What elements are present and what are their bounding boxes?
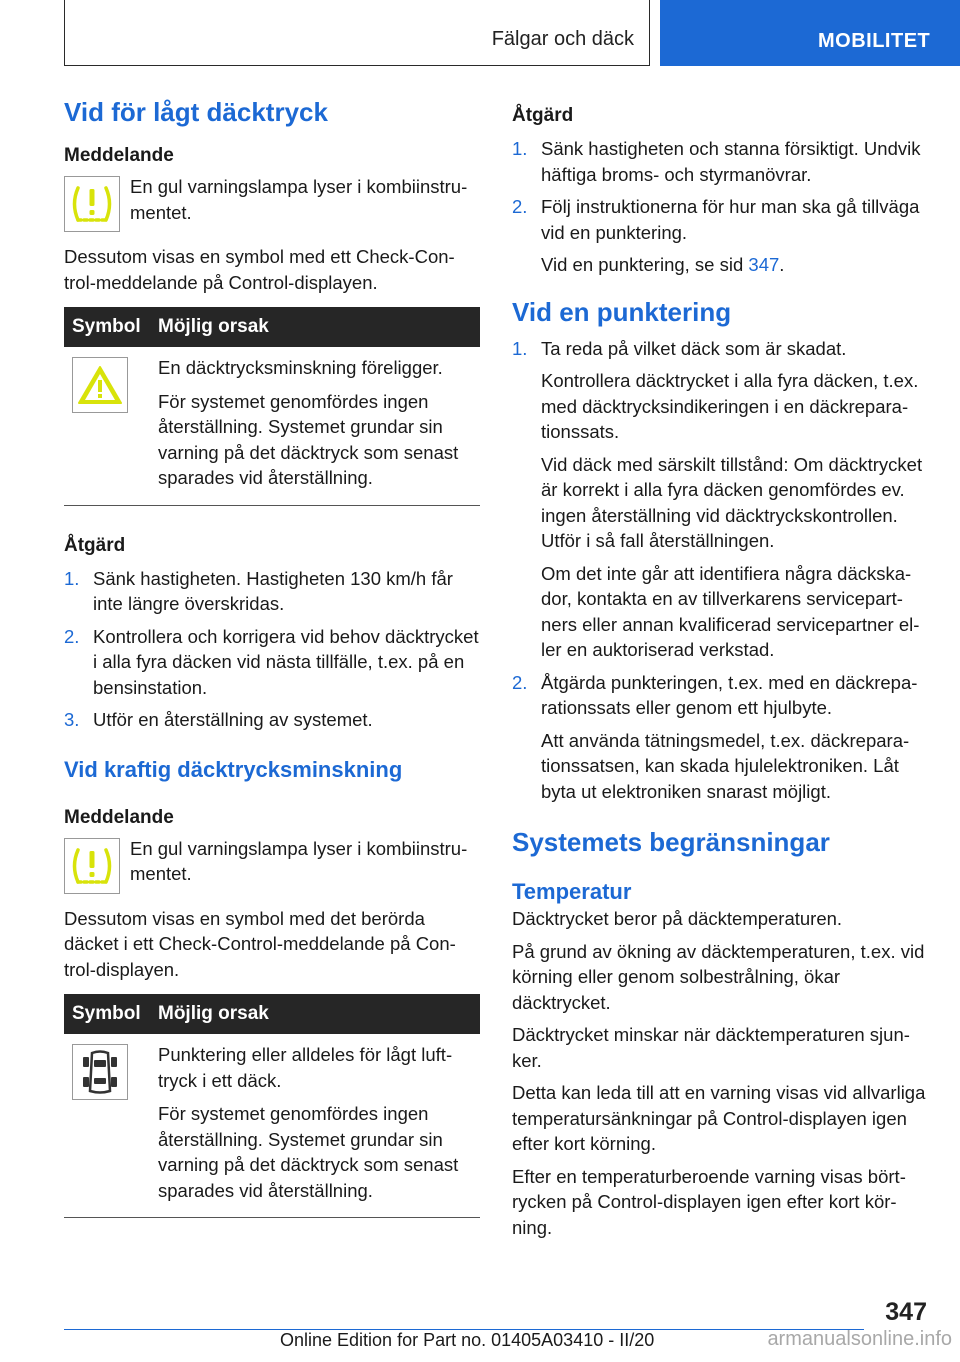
low-message-text: En gul varningslampa lyser i kombiinstrumentet. [130,176,468,223]
step-number: 2. [512,196,528,217]
list-item [64,707,480,733]
tire-pressure-warning-icon [64,176,120,232]
warning-triangle-icon [72,357,128,413]
reference-text: Vid en punktering, se sid [541,254,749,275]
action-label: Åtgärd [512,105,574,126]
footer-edition: Online Edition for Part no. 01405A03410 - II/20 [280,1330,655,1350]
header-chapter-tab: MOBILITET [660,0,960,66]
low-pressure-title: Vid för lågt däcktryck [64,97,328,127]
low-message-extra: Dessutom visas en symbol med ett Check-Control-meddelande på Control-displayen. [64,246,455,293]
body-paragraph: På grund av ökning av däcktemperaturen, t.ex. vid körning eller genom solbestrålning, ökar däcktrycket. [512,940,925,1013]
list-item [64,566,480,617]
list-item [512,136,928,187]
car-tire-position-icon [72,1044,128,1100]
step-text: Vid däck med särskilt tillstånd: Om däcktrycket är korrekt i alla fyra däcken genomfördes ev. ingen återställning vid däcktryckskontrollen. Utför i så fall återställningen. [541,453,923,551]
table-header-cause: Möjlig orsak [150,307,480,347]
left-column [64,96,480,1218]
low-message-row [64,174,480,232]
puncture-title: Vid en punktering [512,296,732,327]
page-header [0,0,960,66]
body-paragraph: Däcktrycket beror på däcktemperaturen. [512,908,843,929]
temperature-body [512,906,928,1240]
page-reference-link[interactable]: 347 [748,254,780,275]
step-number: 2. [512,671,528,693]
table-header-symbol: Symbol [64,307,150,347]
heavy-message-extra: Dessutom visas en symbol med det berörda däcket i ett Check-Control-meddelande på Control-displayen. [64,907,456,980]
table-header-symbol: Symbol [64,994,150,1034]
step-number: 1. [512,138,528,159]
step-text: Ta reda på vilket däck som är skadat. [541,337,847,359]
step-number: 3. [64,709,80,730]
cause-text: För systemet genomfördes ingen återställning. Systemet grundar sin varning på det däcktryck som senast sparades vid återställning. [158,390,459,488]
table-header-cause: Möjlig orsak [150,994,480,1034]
step-number: 1. [64,567,80,589]
body-paragraph: Detta kan leda till att en varning visas vid allvarliga temperatursänkningar på Control-displayen igen efter kort körning. [512,1082,926,1154]
step-text: Åtgärda punkteringen, t.ex. med en däckreparationssats eller genom ett hjulbyte. [541,671,918,718]
step-text: Utför en återställning av systemet. [93,709,373,730]
heavy-loss-title: Vid kraftig däcktrycksminskning [64,756,403,782]
step-text: Följ instruktionerna för hur man ska gå tillväga vid en punktering. [541,196,920,243]
heavy-message-text: En gul varningslampa lyser i kombiinstrumentet. [130,837,468,884]
step-text: Sänk hastigheten. Hastigheten 130 km/h får inte längre överskridas. [93,567,453,614]
list-item [512,670,928,805]
list-item [512,194,928,278]
list-item [512,336,928,663]
puncture-list [512,336,928,805]
step-text: Om det inte går att identifiera några däckskador, kontakta en av tillverkarens servicepartners eller annan kvalificerad servicepartner eller en auktoriserad verkstad. [541,562,920,660]
table-row [64,347,480,505]
page-number: 347 [885,1298,927,1326]
temperature-title: Temperatur [512,879,632,904]
step-text: Sänk hastigheten och stanna försiktigt. Undvik häftiga broms- och styrmanövrar. [541,138,921,185]
cause-text: För systemet genomfördes ingen återställning. Systemet grundar sin varning på det däcktryck som senast sparades vid återställning. [158,1103,459,1201]
tire-pressure-warning-icon [64,838,120,894]
header-section-title: Fälgar och däck [491,28,634,50]
right-column [512,104,928,1240]
symbol-table-heavy [64,994,480,1218]
action-list [64,566,480,733]
watermark: armanualsonline.info [767,1328,952,1350]
step-text: Kontrollera och korrigera vid behov däcktrycket i alla fyra däcken vid nästa tillfälle, t.ex. på en bensinstation. [93,625,479,698]
step-text: Kontrollera däcktrycket i alla fyra däcken, t.ex. med däcktrycksindikeringen i en däckreparationssats. [541,370,919,442]
heavy-message-label: Meddelande [64,806,174,828]
step-text: Att använda tätningsmedel, t.ex. däckreparationssatsen, kan skada hjulelektroniken. Låt byta ut elektroniken snarast möjligt. [541,729,910,802]
cause-text: Punktering eller alldeles för lågt lufttryck i ett däck. [158,1044,453,1091]
table-row [64,1034,480,1218]
reference-end: . [779,254,785,275]
list-item [64,624,480,701]
cause-text: En däcktrycksminskning föreligger. [158,357,443,378]
heavy-message-row [64,836,480,894]
action-label: Åtgärd [64,534,126,556]
low-message-label: Meddelande [64,145,174,166]
action-list [512,136,928,278]
symbol-table-low [64,307,480,506]
step-number: 1. [512,337,528,359]
step-number: 2. [64,625,80,647]
cross-reference [541,252,928,278]
limits-title: Systemets begränsningar [512,827,830,857]
body-paragraph: Däcktrycket minskar när däcktemperaturen sjunker. [512,1024,910,1071]
body-paragraph: Efter en temperaturberoende varning visas börtrycken på Control-displayen igen efter kort körning. [512,1165,906,1238]
